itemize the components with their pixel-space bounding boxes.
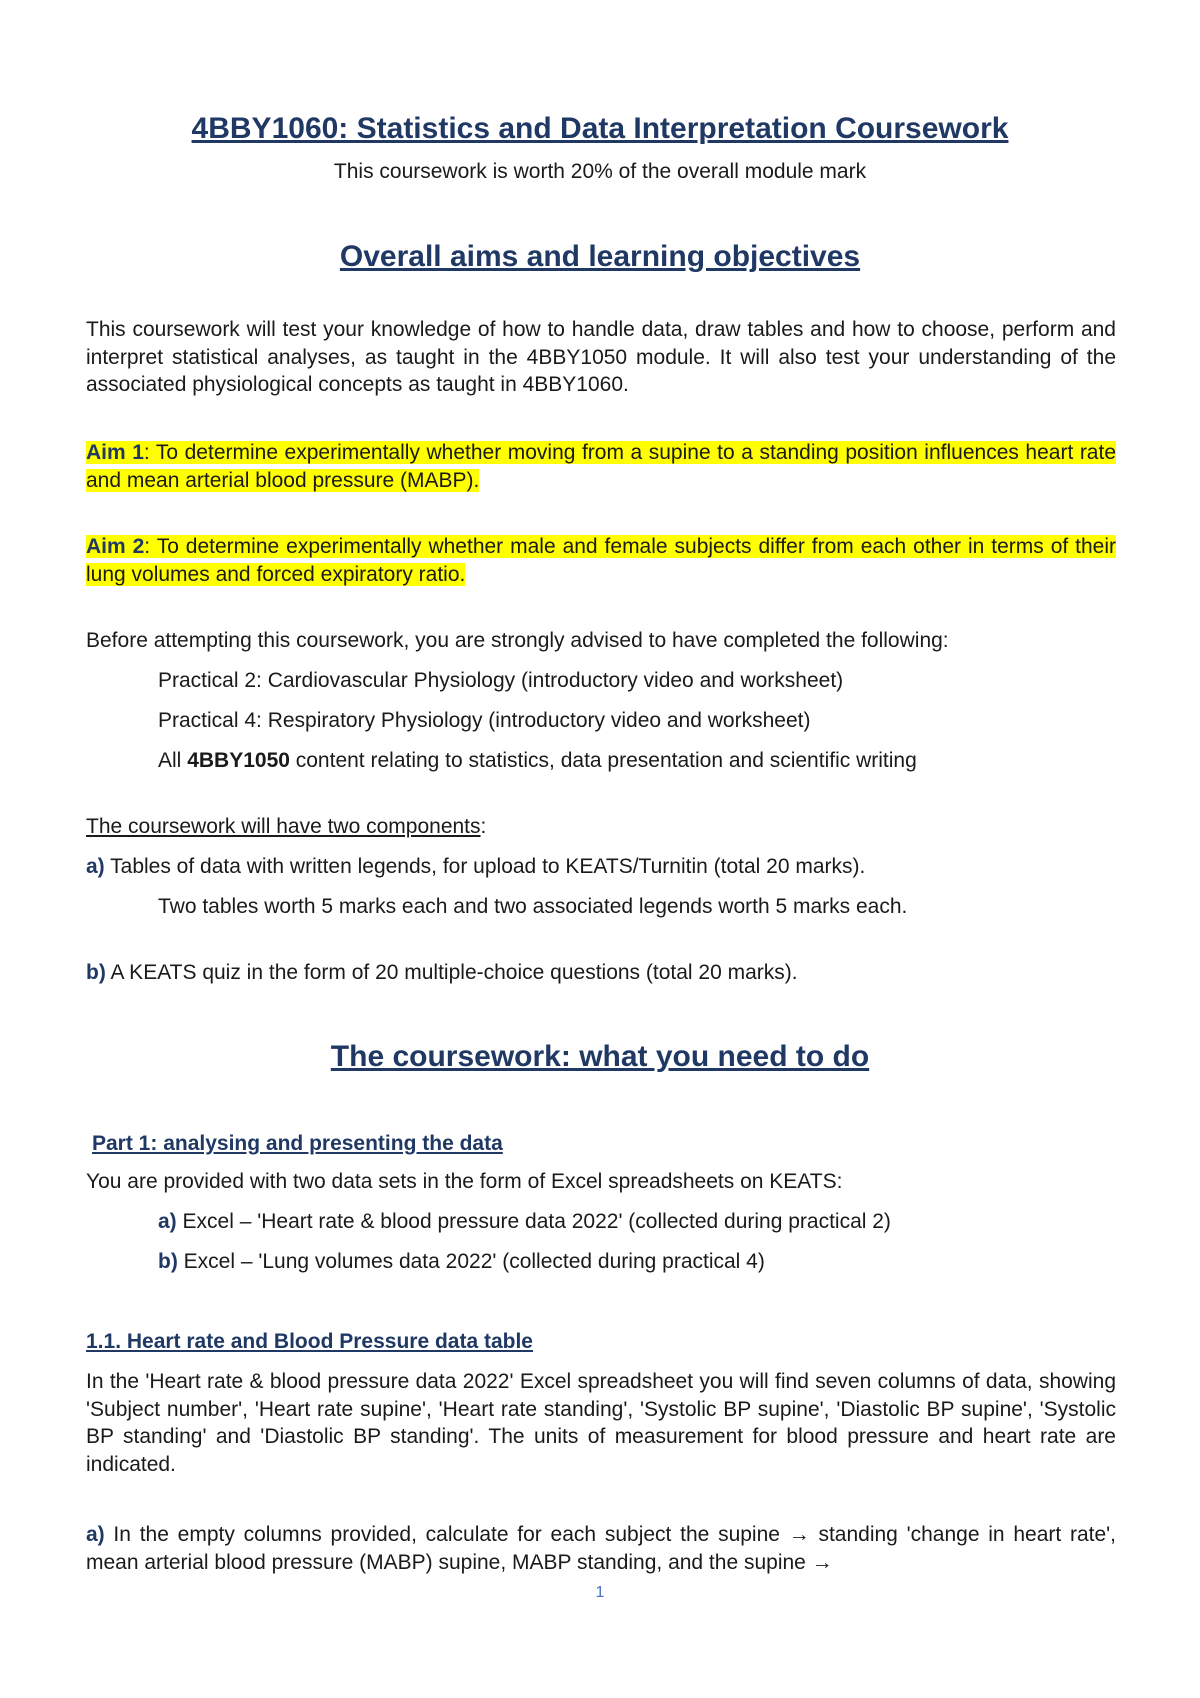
aim-2-text: : To determine experimentally whether male and female subjects differ from each other in terms of their lung volumes and forced expiratory ratio. — [86, 535, 1117, 586]
prereq-item: Practical 4: Respiratory Physiology (introductory video and worksheet) — [158, 709, 811, 732]
aim-1-text: : To determine experimentally whether moving from a supine to a standing position influences heart rate and mean arterial blood pressure (MABP). — [86, 441, 1117, 492]
dataset-item: a) Excel – 'Heart rate & blood pressure data 2022' (collected during practical 2) — [158, 1210, 891, 1233]
components-intro: The coursework will have two components: — [86, 815, 487, 838]
page-number: 1 — [595, 1584, 605, 1601]
aim-2 — [86, 533, 1116, 588]
component-a: a) Tables of data with written legends, for upload to KEATS/Turnitin (total 20 marks). — [86, 855, 866, 878]
section-1-1-paragraph: In the 'Heart rate & blood pressure data 2022' Excel spreadsheet you will find seven columns of data, showing 'Subject number', 'Heart rate supine', 'Heart rate standing', 'Systolic BP supine', 'Diastolic BP supine', 'Systolic BP standing' and 'Diastolic BP standing'. The units of measurement for blood pressure and heart rate are indicated. — [86, 1370, 1116, 1476]
aim-1-label: Aim 1 — [86, 441, 144, 464]
part1-intro: You are provided with two data sets in the form of Excel spreadsheets on KEATS: — [86, 1170, 843, 1193]
aim-1 — [86, 439, 1116, 494]
module-code: 4BBY1050 — [187, 749, 290, 772]
section-1-1-heading: 1.1. Heart rate and Blood Pressure data table — [86, 1330, 533, 1353]
component-a-detail: Two tables worth 5 marks each and two associated legends worth 5 marks each. — [158, 895, 908, 918]
aims-heading: Overall aims and learning objectives — [339, 240, 861, 273]
aim-2-label: Aim 2 — [86, 535, 145, 558]
component-b: b) A KEATS quiz in the form of 20 multiple-choice questions (total 20 marks). — [86, 961, 798, 984]
part1-heading: Part 1: analysing and presenting the data — [92, 1132, 503, 1155]
step-a-paragraph: a) In the empty columns provided, calculate for each subject the supine → standing 'change in heart rate', mean arterial blood pressure (MABP) supine, MABP standing, and the supine → — [86, 1523, 1116, 1574]
coursework-heading: The coursework: what you need to do — [330, 1040, 870, 1073]
before-text: Before attempting this coursework, you are strongly advised to have completed the following: — [86, 629, 949, 652]
dataset-item: b) Excel – 'Lung volumes data 2022' (collected during practical 4) — [158, 1250, 765, 1273]
intro-paragraph: This coursework will test your knowledge of how to handle data, draw tables and how to choose, perform and interpret statistical analyses, as taught in the 4BBY1050 module. It will also test your understanding of the associated physiological concepts as taught in 4BBY1060. — [86, 318, 1116, 396]
prereq-item: All 4BBY1050 content relating to statistics, data presentation and scientific writing — [158, 749, 917, 772]
prereq-item: Practical 2: Cardiovascular Physiology (introductory video and worksheet) — [158, 669, 844, 692]
document-title: 4BBY1060: Statistics and Data Interpretation Coursework — [191, 112, 1009, 145]
document-subtitle: This coursework is worth 20% of the overall module mark — [333, 160, 867, 183]
